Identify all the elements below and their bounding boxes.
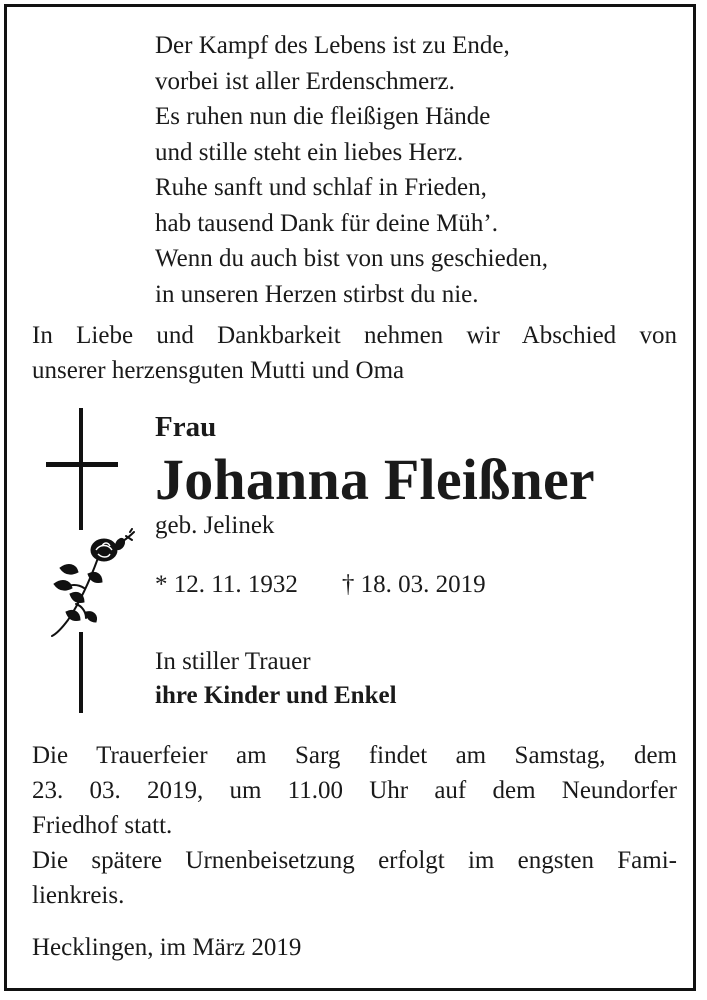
deceased-name: Johanna Fleißner: [155, 447, 595, 512]
salutation: Frau: [155, 411, 217, 443]
poem-line: hab tausend Dank für deine Müh’.: [155, 209, 498, 237]
notice-line: Friedhof statt.: [32, 812, 173, 839]
farewell-intro: [32, 318, 677, 388]
poem-line: Der Kampf des Lebens ist zu Ende,: [155, 32, 510, 59]
birth-date: * 12. 11. 1932: [155, 571, 298, 598]
notice-line: Die spätere Urnenbeisetzung erfolgt im engsten Fami-: [32, 847, 677, 874]
poem: [155, 28, 548, 312]
place-date: Hecklingen, im März 2019: [32, 934, 302, 961]
intro-line: unserer herzensguten Mutti und Oma: [32, 357, 405, 384]
rose-icon: [46, 528, 138, 638]
intro-line: In Liebe und Dankbarkeit nehmen wir Abschied von: [32, 322, 677, 349]
poem-line: und stille steht ein liebes Herz.: [155, 138, 464, 166]
notice-line: 23. 03. 2019, um 11.00 Uhr auf dem Neundorfer: [32, 777, 677, 804]
life-dates: [155, 568, 486, 602]
poem-line: vorbei ist aller Erdenschmerz.: [155, 67, 455, 95]
mourners: [155, 645, 397, 713]
deceased-name-block: [155, 408, 595, 542]
poem-line: Es ruhen nun die fleißigen Hände: [155, 103, 491, 130]
funeral-notice: [32, 738, 677, 913]
notice-line: lienkreis.: [32, 882, 125, 909]
poem-line: in unseren Herzen stirbst du nie.: [155, 280, 479, 308]
notice-line: Die Trauerfeier am Sarg findet am Samstag, dem: [32, 742, 677, 769]
poem-line: Wenn du auch bist von uns geschieden,: [155, 245, 549, 272]
mourners-names: ihre Kinder und Enkel: [155, 682, 397, 709]
maiden-name: geb. Jelinek: [155, 512, 275, 539]
mourners-line: In stiller Trauer: [155, 648, 311, 675]
death-date: † 18. 03. 2019: [341, 571, 486, 598]
poem-line: Ruhe sanft und schlaf in Frieden,: [155, 174, 487, 201]
